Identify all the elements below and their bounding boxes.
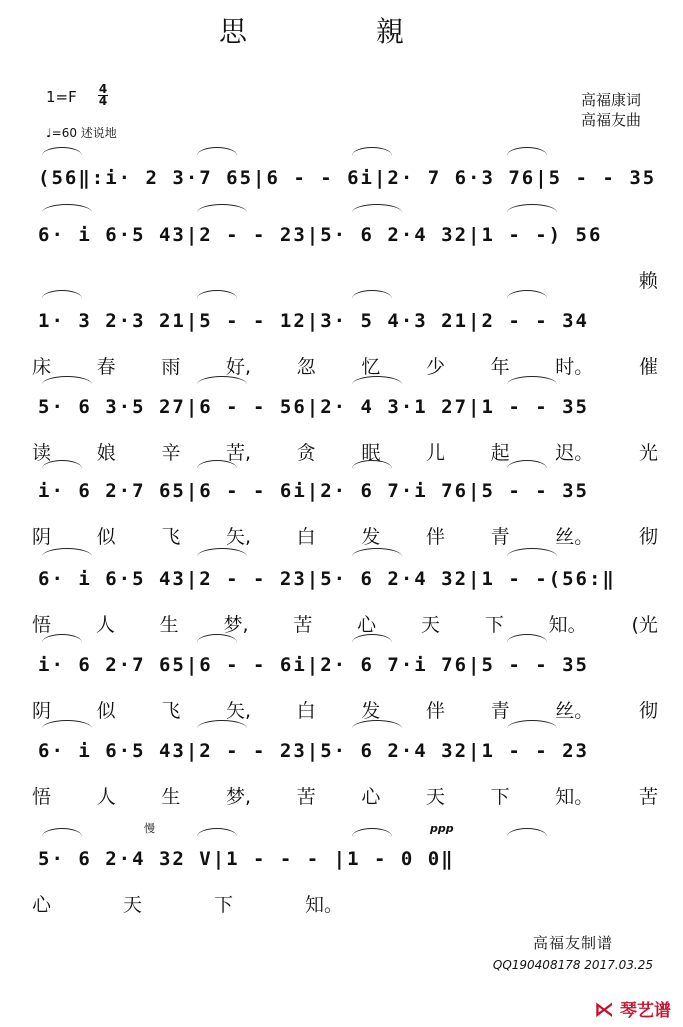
slur-mark <box>507 290 547 307</box>
jianpu-notes: i· 6 2·7 65|6 - - 6i|2· 6 7·i 76|5 - - 35 <box>38 480 589 502</box>
lyric-row <box>32 522 658 549</box>
slur-mark <box>352 634 392 651</box>
slur-mark <box>507 147 547 164</box>
lyric-syllable: 青 <box>490 700 510 722</box>
lyric-syllable: 悟 <box>32 786 52 808</box>
lyric-syllable: 知。 <box>305 894 344 916</box>
lyric-syllable: 好, <box>225 356 252 378</box>
lyric-syllable: 彻 <box>638 526 658 548</box>
notation-row <box>32 165 658 197</box>
slur-mark <box>42 634 82 651</box>
slur-mark <box>507 460 547 477</box>
time-signature <box>98 84 108 107</box>
lyric-syllable: 苦 <box>293 614 313 636</box>
slur-mark <box>42 204 92 221</box>
jianpu-notes: i· 6 2·7 65|6 - - 6i|2· 6 7·i 76|5 - - 35 <box>38 654 589 676</box>
lyric-syllable: 白 <box>296 700 316 722</box>
composer: 高福友曲 <box>580 111 641 129</box>
lyric-syllable: 起 <box>490 442 510 464</box>
notation-row <box>32 308 658 340</box>
lyric-syllable: 年 <box>490 356 510 378</box>
lyric-syllable: 似 <box>96 526 116 548</box>
lyric-syllable: 下 <box>214 894 234 916</box>
slur-mark <box>42 460 82 477</box>
lyric-syllable: 读 <box>32 442 52 464</box>
dynamic-marking: ppp <box>430 822 454 835</box>
score-line <box>32 738 658 808</box>
score-line <box>32 822 658 916</box>
lyric-row <box>32 610 658 637</box>
score-line <box>32 566 658 636</box>
lyric-syllable: 生 <box>159 614 179 636</box>
slur-mark <box>352 376 402 393</box>
notation-row <box>32 478 658 510</box>
lyric-syllable: 心 <box>357 614 377 636</box>
lyric-syllable: 忽 <box>296 356 316 378</box>
lyric-row <box>32 890 658 917</box>
slur-mark <box>197 634 237 651</box>
lyric-syllable: 悟 <box>32 614 52 636</box>
credits <box>581 90 641 130</box>
lyric-syllable: 娘 <box>96 442 116 464</box>
lyric-syllable: 矢, <box>225 700 252 722</box>
watermark-logo <box>594 996 671 1021</box>
jianpu-notes: 6· i 6·5 43|2 - - 23|5· 6 2·4 32|1 - -) 56 <box>38 224 603 246</box>
lyric-syllable: 苦, <box>225 442 252 464</box>
score-line <box>32 478 658 548</box>
key-signature: 1=F <box>46 88 77 106</box>
lyric-syllable: 阴 <box>32 526 52 548</box>
lyric-syllable: 苦 <box>296 786 316 808</box>
notation-row <box>32 652 658 684</box>
slur-mark <box>352 147 392 164</box>
slur-mark <box>352 290 392 307</box>
slur-mark <box>42 290 82 307</box>
jianpu-notes: 6· i 6·5 43|2 - - 23|5· 6 2·4 32|1 - - 23 <box>38 740 589 762</box>
lyric-syllable: 发 <box>361 700 381 722</box>
lyric-syllable: 飞 <box>161 526 181 548</box>
lyric-syllable: 辛 <box>161 442 181 464</box>
score-maker: 高福友制谱 <box>532 934 613 952</box>
jianpu-notes: (56‖:i· 2 3·7 65|6 - - 6i|2· 7 6·3 76|5 - - 35 <box>38 167 657 189</box>
time-signature-top: 4 <box>98 82 108 96</box>
slur-mark <box>197 147 237 164</box>
time-signature-bottom: 4 <box>98 94 108 108</box>
lyric-syllable: 彻 <box>638 700 658 722</box>
lyric-syllable: 苦 <box>638 786 658 808</box>
contact-date: QQ190408178 2017.03.25 <box>492 958 653 972</box>
score-line <box>32 394 658 464</box>
lyricist: 高福康词 <box>580 91 641 109</box>
lyric-syllable: 丝。 <box>555 700 594 722</box>
score-line <box>32 222 658 292</box>
slur-mark <box>352 720 402 737</box>
lyric-syllable: 阴 <box>32 700 52 722</box>
lyric-syllable: 少 <box>425 356 445 378</box>
slur-mark <box>197 828 237 845</box>
lyric-syllable: 似 <box>96 700 116 722</box>
score-line <box>32 308 658 378</box>
lyric-syllable: 春 <box>96 356 116 378</box>
slur-mark <box>352 548 402 565</box>
lyric-syllable: 雨 <box>161 356 181 378</box>
slur-mark <box>507 204 557 221</box>
lyric-row <box>32 352 658 379</box>
lyric-syllable: 眠 <box>361 442 381 464</box>
lyric-syllable: 人 <box>96 786 116 808</box>
lyric-syllable: 时。 <box>555 356 594 378</box>
notation-row <box>32 566 658 598</box>
slur-mark <box>507 376 557 393</box>
lyric-syllable: 下 <box>490 786 510 808</box>
lyric-syllable: 伴 <box>425 700 445 722</box>
lyric-syllable: 床 <box>32 356 52 378</box>
lyric-syllable: 天 <box>123 894 143 916</box>
lyric-syllable: 梦, <box>223 614 249 636</box>
logo-icon: ⋉ <box>594 997 615 1021</box>
slur-mark <box>197 290 237 307</box>
slur-mark <box>197 376 247 393</box>
tempo-marking: ♩=60 述说地 <box>46 126 117 140</box>
lyric-syllable: 忆 <box>361 356 381 378</box>
lyric-syllable: 心 <box>361 786 381 808</box>
lyric-syllable: 天 <box>425 786 445 808</box>
lyric-syllable: 光 <box>638 442 658 464</box>
notation-row <box>32 846 658 878</box>
jianpu-notes: 5· 6 3·5 27|6 - - 56|2· 4 3·1 27|1 - - 35 <box>38 396 589 418</box>
lyric-syllable: 下 <box>484 614 504 636</box>
slur-mark <box>197 720 247 737</box>
lyric-syllable: (光 <box>631 614 658 636</box>
lyric-row <box>32 782 658 809</box>
slur-mark <box>507 828 547 845</box>
lyric-syllable: 矢, <box>225 526 252 548</box>
lyric-syllable: 心 <box>32 894 52 916</box>
lyric-syllable: 梦, <box>225 786 252 808</box>
slur-mark <box>352 828 392 845</box>
slur-mark <box>197 204 247 221</box>
notation-row <box>32 738 658 770</box>
lyric-syllable: 天 <box>421 614 441 636</box>
lyric-syllable: 催 <box>638 356 658 378</box>
jianpu-notes: 6· i 6·5 43|2 - - 23|5· 6 2·4 32|1 - -(56:‖ <box>38 568 616 590</box>
lyric-syllable: 人 <box>95 614 115 636</box>
lyric-syllable: 伴 <box>425 526 445 548</box>
slur-mark <box>507 634 547 651</box>
lyric-row <box>32 266 658 293</box>
notation-row <box>32 222 658 254</box>
slur-mark <box>352 460 392 477</box>
slur-mark <box>42 548 92 565</box>
lyric-syllable: 知。 <box>555 786 594 808</box>
slur-mark <box>42 147 82 164</box>
slur-mark <box>352 204 402 221</box>
song-title: 思 親 <box>219 15 464 48</box>
lyric-syllable: 白 <box>296 526 316 548</box>
lyric-syllable: 儿 <box>425 442 445 464</box>
slur-mark <box>42 828 82 845</box>
slur-mark <box>507 720 557 737</box>
jianpu-notes: 5· 6 2·4 32 V|1 - - - |1 - 0 0‖ <box>38 848 455 870</box>
lyric-syllable: 青 <box>490 526 510 548</box>
slur-mark <box>42 376 92 393</box>
slur-mark <box>197 460 237 477</box>
lyric-syllable: 知。 <box>548 614 587 636</box>
tempo-slow-marking: 慢 <box>144 822 155 835</box>
lyric-syllable: 飞 <box>161 700 181 722</box>
lyric-syllable: 贪 <box>296 442 316 464</box>
lyric-syllable: 赖 <box>638 270 658 292</box>
jianpu-notes: 1· 3 2·3 21|5 - - 12|3· 5 4·3 21|2 - - 34 <box>38 310 589 332</box>
lyric-syllable: 发 <box>361 526 381 548</box>
lyric-row <box>32 696 658 723</box>
notation-row <box>32 394 658 426</box>
lyric-syllable: 迟。 <box>555 442 594 464</box>
score-line <box>32 165 658 225</box>
logo-text: 琴艺谱 <box>620 1001 671 1021</box>
lyric-syllable: 生 <box>161 786 181 808</box>
slur-mark <box>197 548 247 565</box>
score-line <box>32 652 658 722</box>
slur-mark <box>507 548 557 565</box>
lyric-row <box>32 438 658 465</box>
slur-mark <box>42 720 92 737</box>
lyric-syllable: 丝。 <box>555 526 594 548</box>
